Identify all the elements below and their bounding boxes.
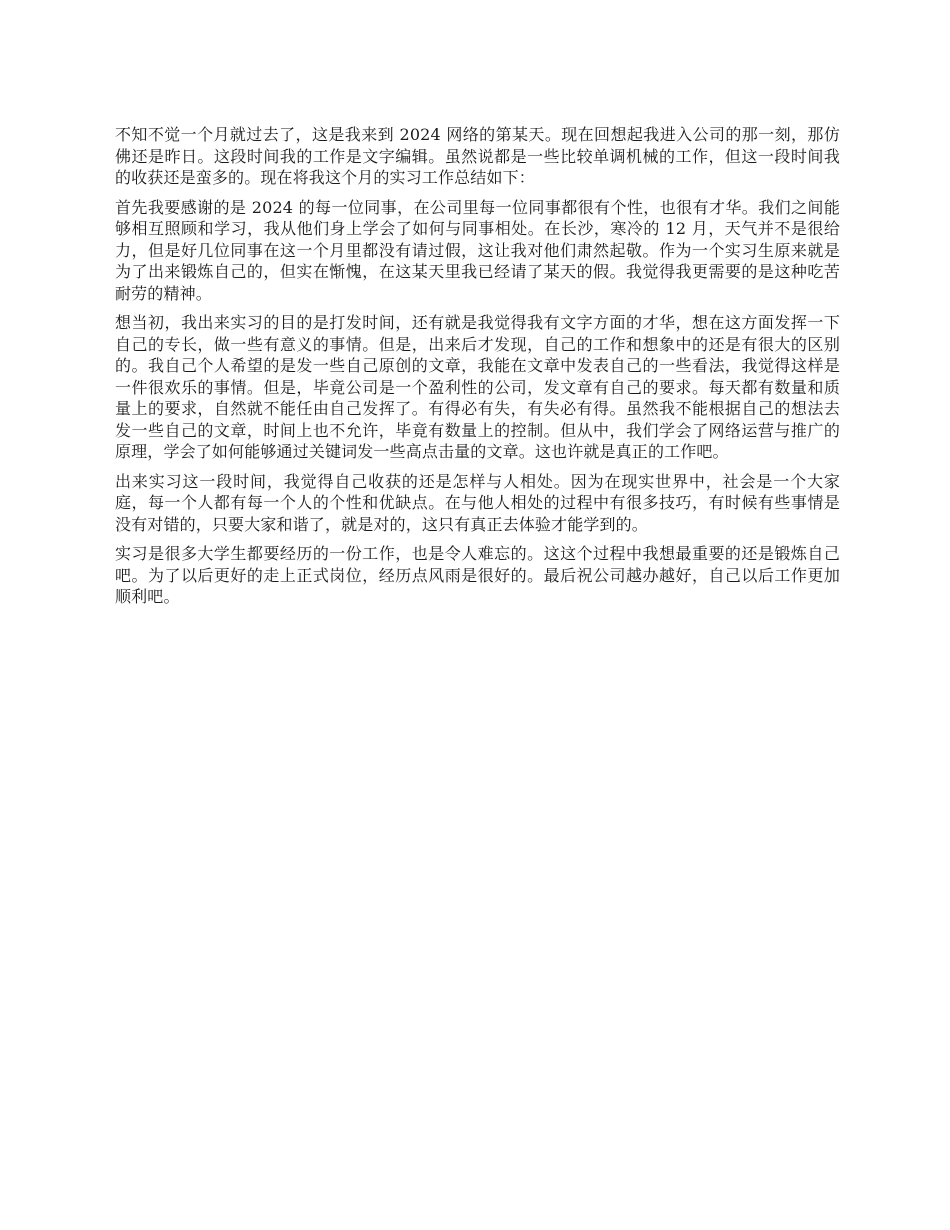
paragraph-relationships: 出来实习这一段时间，我觉得自己收获的还是怎样与人相处。因为在现实世界中，社会是一个大家庭，每一个人都有每一个人的个性和优缺点。在与他人相处的过程中有很多技巧，有时候有些事情是没有对错的，只要大家和谐了，就是对的，这只有真正去体验才能学到的。 [115,471,840,534]
document-body [115,124,840,616]
paragraph-colleagues: 首先我要感谢的是 2024 的每一位同事，在公司里每一位同事都很有个性，也很有才华。我们之间能够相互照顾和学习，我从他们身上学会了如何与同事相处。在长沙，寒冷的 12 月，天气并不是很给力，但是好几位同事在这一个月里都没有请过假，这让我对他们肃然起敬。作为一个实习生原来就是为了出来锻炼自己的，但实在惭愧，在这某天里我已经请了某天的假。我觉得我更需要的是这种吃苦耐劳的精神。 [115,197,840,303]
paragraph-conclusion: 实习是很多大学生都要经历的一份工作，也是令人难忘的。这这个过程中我想最重要的还是锻炼自己吧。为了以后更好的走上正式岗位，经历点风雨是很好的。最后祝公司越办越好，自己以后工作更加顺利吧。 [115,544,840,606]
paragraph-intro: 不知不觉一个月就过去了，这是我来到 2024 网络的第某天。现在回想起我进入公司的那一刻，那仿佛还是昨日。这段时间我的工作是文字编辑。虽然说都是一些比较单调机械的工作，但这一段时间我的收获还是蛮多的。现在将我这个月的实习工作总结如下： [115,125,840,187]
paragraph-expectations: 想当初，我出来实习的目的是打发时间，还有就是我觉得我有文字方面的才华，想在这方面发挥一下自己的专长，做一些有意义的事情。但是，出来后才发现，自己的工作和想象中的还是有很大的区别的。我自己个人希望的是发一些自己原创的文章，我能在文章中发表自己的一些看法，我觉得这样是一件很欢乐的事情。但是，毕竟公司是一个盈利性的公司，发文章有自己的要求。每天都有数量和质量上的要求，自然就不能任由自己发挥了。有得必有失，有失必有得。虽然我不能根据自己的想法去发一些自己的文章，时间上也不允许，毕竟有数量上的控制。但从中，我们学会了网络运营与推广的原理，学会了如何能够通过关键词发一些高点击量的文章。这也许就是真正的工作吧。 [115,313,840,461]
